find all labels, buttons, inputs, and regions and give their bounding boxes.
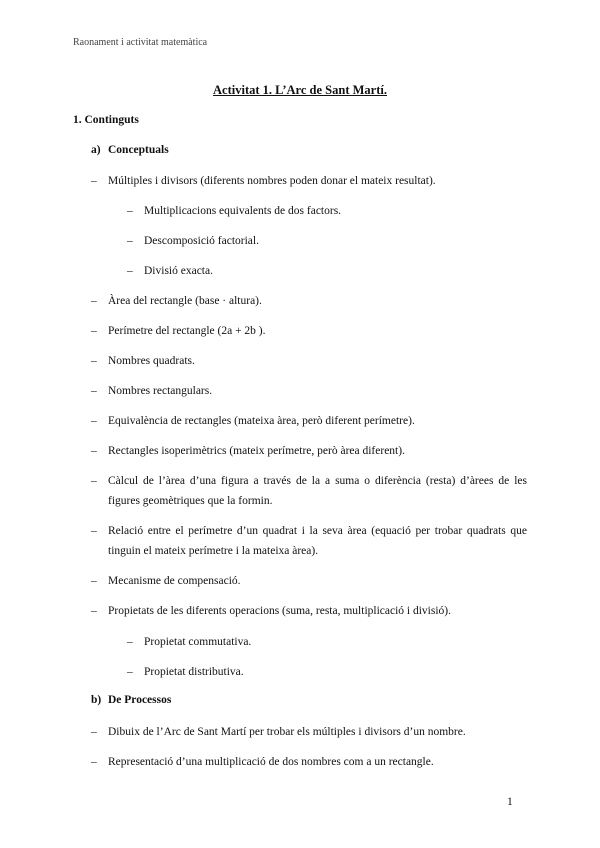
page-header: Raonament i activitat matemàtica xyxy=(73,37,208,48)
list-item: – Mecanisme de compensació. xyxy=(91,575,241,587)
list-item: – Nombres quadrats. xyxy=(91,355,195,367)
list-item: – Propietats de les diferents operacions (suma, resta, multiplicació i divisió). xyxy=(91,605,451,617)
list-item: – Multiplicacions equivalents de dos factors. xyxy=(127,205,342,217)
list-item: – Rectangles isoperimètrics (mateix perímetre, però àrea diferent). xyxy=(91,445,405,457)
list-item: – Múltiples i divisors (diferents nombres poden donar el mateix resultat). xyxy=(91,175,436,187)
section-heading: 1. Continguts xyxy=(73,114,139,126)
subsection-label: Conceptuals xyxy=(108,144,169,156)
list-item: – Equivalència de rectangles (mateixa àrea, però diferent perímetre). xyxy=(91,415,415,427)
list-item: – Dibuix de l’Arc de Sant Martí per trobar els múltiples i divisors d’un nombre. xyxy=(91,726,466,738)
list-item: – Nombres rectangulars. xyxy=(91,385,213,397)
list-item: – Perímetre del rectangle (2a + 2b ). xyxy=(91,325,266,337)
page-title: Activitat 1. L’Arc de Sant Martí. xyxy=(213,83,387,97)
list-item: – Divisió exacta. xyxy=(127,265,213,277)
page-number: 1 xyxy=(507,796,513,808)
subsection-letter: b) xyxy=(91,694,102,706)
list-item: – Relació entre el perímetre d’un quadrat i la seva àrea (equació per trobar quadrats que tinguin el mateix perímetre i la mateixa àrea). xyxy=(91,525,527,557)
list-item: – Propietat distributiva. xyxy=(127,666,244,678)
subsection-b-heading xyxy=(91,694,171,706)
list-item: – Representació d’una multiplicació de dos nombres com a un rectangle. xyxy=(91,756,434,768)
list-item: – Descomposició factorial. xyxy=(127,235,259,247)
subsection-a-heading xyxy=(91,144,169,156)
subsection-label: De Processos xyxy=(108,694,172,706)
list-item: – Càlcul de l’àrea d’una figura a través de la a suma o diferència (resta) d’àrees de les figures geomètriques que la formin. xyxy=(91,475,527,507)
subsection-letter: a) xyxy=(91,144,101,156)
list-item: – Propietat commutativa. xyxy=(127,636,252,648)
list-item: – Àrea del rectangle (base · altura). xyxy=(91,295,262,307)
